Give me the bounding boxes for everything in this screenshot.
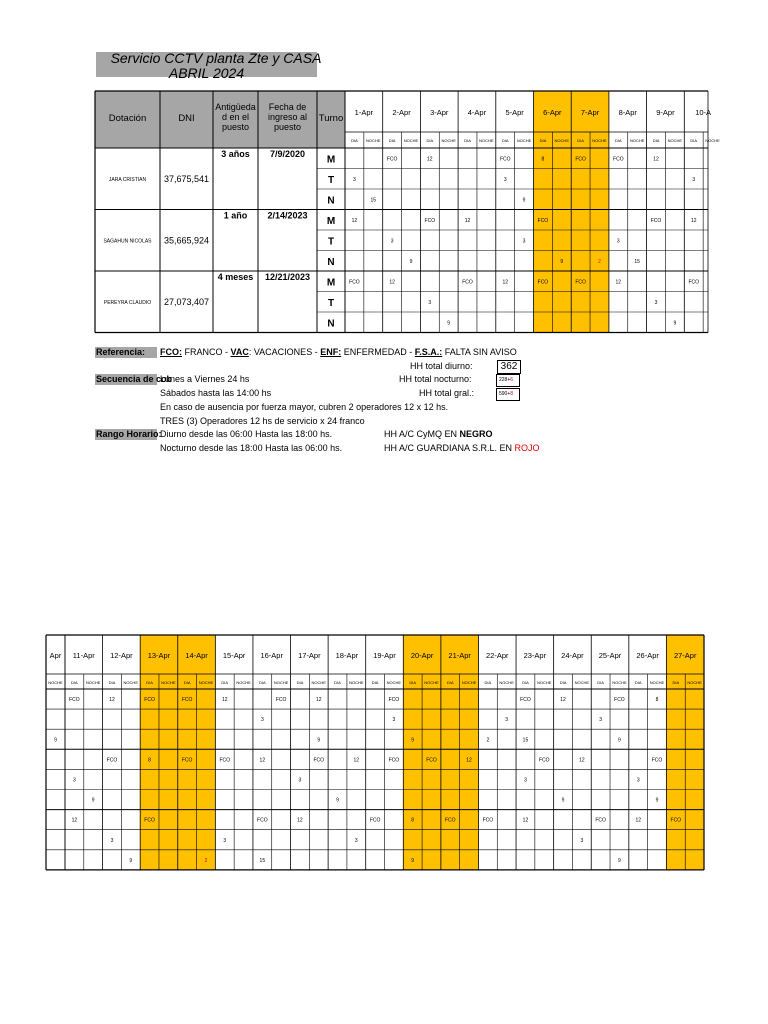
- shift-value: FCO: [688, 279, 700, 286]
- hh-gral-label: HH total gral.:: [419, 388, 475, 398]
- shift-value: FCO: [313, 757, 325, 764]
- header-fecha: ingreso al: [267, 112, 308, 122]
- shift-value: FCO: [181, 757, 193, 764]
- day-night-label: NOCHE: [629, 138, 645, 143]
- shift-value: FCO: [670, 817, 682, 824]
- shift-value: 3: [73, 777, 76, 784]
- shift-value: 3: [392, 717, 396, 724]
- date-header: 17-Apr: [298, 651, 321, 660]
- day-night-label: DIA: [614, 138, 622, 143]
- day-night-label: DIA: [426, 138, 434, 143]
- shift-value: 9: [336, 797, 339, 804]
- date-header: 7-Apr: [580, 108, 600, 117]
- date-header: 2-Apr: [392, 108, 411, 117]
- shift-value: FCO: [144, 817, 155, 824]
- shift-value: FCO: [538, 757, 550, 764]
- shift-value: 8: [148, 757, 151, 764]
- header-fecha: puesto: [273, 122, 302, 132]
- day-night-label: NOCHE: [461, 680, 477, 685]
- day-night-label: DIA: [296, 680, 304, 685]
- secuencia-label: Secuencia de cob: [96, 374, 173, 384]
- shift-value: FCO: [462, 279, 473, 286]
- shift-value: 3: [260, 717, 264, 724]
- shift-value: FCO: [106, 757, 118, 764]
- date-header-partial: Apr: [49, 651, 62, 660]
- legend-fsa: F.S.A.:: [414, 347, 443, 357]
- shift-value: 9: [447, 320, 451, 327]
- shift-value: 3: [223, 837, 227, 844]
- shift-value: 3: [503, 176, 507, 183]
- day-night-label: NOCHE: [424, 680, 439, 685]
- legend-vac: VAC: [230, 347, 249, 357]
- shift-value: 9: [129, 857, 133, 864]
- shift-value: FCO: [386, 156, 398, 163]
- shift-value: 12: [690, 217, 697, 224]
- rango-diurno: Diurno desde las 06:00 Hasta las 18:00 hs.: [160, 429, 333, 439]
- employee-dni: 37,675,541: [163, 173, 210, 184]
- legend-enf-text: ENFERMEDAD -: [341, 347, 415, 357]
- date-header: 19-Apr: [373, 651, 396, 660]
- employee-antiguedad: 4 meses: [217, 272, 254, 282]
- shift-value: 9: [560, 258, 564, 265]
- employee-fecha: 7/9/2020: [269, 149, 306, 159]
- day-night-label: DIA: [634, 680, 642, 685]
- hh-gral-value: 590+8: [496, 388, 520, 401]
- shift-value: 12: [635, 817, 642, 824]
- shift-value: 12: [259, 757, 266, 764]
- shift-value: 12: [579, 757, 585, 764]
- date-header: 23-Apr: [523, 651, 547, 660]
- turno-label: N: [327, 256, 335, 268]
- date-header: 3-Apr: [430, 108, 449, 117]
- shift-value: 8: [541, 156, 545, 163]
- day-night-label: NOCHE: [123, 680, 139, 685]
- hh-gral-red: 8: [510, 391, 514, 397]
- shift-value: 9: [91, 797, 95, 804]
- date-header: 27-Apr: [673, 651, 697, 660]
- header-fecha: Fecha de: [268, 102, 307, 112]
- day-night-label: NOCHE: [516, 138, 532, 143]
- day-night-label: NOCHE: [386, 680, 402, 685]
- date-header: 4-Apr: [467, 108, 487, 117]
- shift-value: 3: [692, 176, 696, 183]
- day-night-label: NOCHE: [85, 680, 101, 685]
- legend-enf: ENF:: [320, 347, 342, 357]
- document-subtitle: ABRIL 2024: [168, 65, 245, 81]
- day-night-label: NOCHE: [48, 680, 63, 685]
- shift-value: FCO: [614, 697, 625, 704]
- reference-legend: [160, 347, 517, 358]
- shift-value: FCO: [181, 697, 193, 704]
- shift-value: 3: [654, 299, 658, 306]
- day-night-label: DIA: [652, 138, 660, 143]
- day-night-label: DIA: [539, 138, 547, 143]
- shift-value: FCO: [388, 757, 400, 764]
- employee-name: PEREYRA CLAUDIO: [103, 299, 152, 306]
- date-header: 12-Apr: [110, 651, 133, 660]
- date-header: 24-Apr: [561, 651, 584, 660]
- day-night-label: NOCHE: [236, 680, 251, 685]
- cymq-note: HH A/C CyMQ EN NEGRO: [384, 429, 493, 439]
- date-header: 18-Apr: [335, 651, 359, 660]
- shift-value: 9: [522, 197, 526, 204]
- turno-label: M: [326, 215, 336, 227]
- date-header: 9-Apr: [656, 108, 675, 117]
- shift-value: 12: [351, 217, 358, 224]
- shift-value: 9: [317, 737, 321, 744]
- shift-value: 9: [54, 737, 57, 744]
- day-night-label: NOCHE: [649, 680, 665, 685]
- header-antiguedad: puesto: [221, 122, 250, 132]
- shift-value: 3: [636, 777, 640, 784]
- shift-value: 9: [561, 797, 565, 804]
- day-night-label: NOCHE: [687, 680, 702, 685]
- hh-diurno-value: 362: [497, 360, 521, 374]
- day-night-label: DIA: [597, 680, 604, 685]
- day-night-label: DIA: [577, 138, 584, 143]
- shift-value: FCO: [369, 817, 381, 824]
- turno-label: N: [327, 195, 335, 207]
- shift-value: 9: [655, 797, 659, 804]
- shift-value: 9: [409, 258, 413, 265]
- date-header: 14-Apr: [185, 651, 208, 660]
- shift-value: 12: [560, 697, 566, 704]
- day-night-label: DIA: [690, 138, 698, 143]
- shift-value: 15: [259, 857, 266, 864]
- shift-value: 12: [389, 279, 395, 286]
- shift-value: FCO: [537, 217, 549, 224]
- shift-value: 3: [353, 176, 356, 183]
- shift-value: 3: [428, 299, 432, 306]
- shift-value: FCO: [575, 156, 586, 163]
- shift-value: 2: [486, 737, 490, 744]
- day-night-label: DIA: [71, 680, 78, 685]
- shift-value: 15: [634, 258, 640, 265]
- shift-value: 2: [204, 857, 208, 864]
- shift-value: 3: [110, 837, 114, 844]
- hh-diurno-label: HH total diurno:: [410, 361, 473, 371]
- day-night-label: DIA: [464, 138, 471, 143]
- legend-fco-text: FRANCO -: [182, 347, 231, 357]
- shift-value: 12: [615, 279, 622, 286]
- day-night-label: NOCHE: [349, 680, 364, 685]
- shift-value: 3: [390, 238, 394, 245]
- day-night-label: NOCHE: [366, 138, 381, 143]
- shift-value: 8: [655, 697, 659, 704]
- shift-value: 2: [598, 258, 601, 265]
- date-header: 1-Apr: [354, 108, 374, 117]
- day-night-label: NOCHE: [667, 138, 683, 143]
- day-night-label: NOCHE: [273, 680, 289, 685]
- legend-fsa-text: FALTA SIN AVISO: [442, 347, 517, 357]
- shift-value: 12: [502, 279, 509, 286]
- shift-value: 3: [524, 777, 527, 784]
- shift-value: FCO: [537, 279, 549, 286]
- rango-nocturno: Nocturno desde las 18:00 Hasta las 06:00 hs.: [160, 443, 343, 453]
- day-night-label: DIA: [351, 138, 358, 143]
- turno-label: M: [326, 277, 336, 289]
- day-night-label: DIA: [183, 680, 191, 685]
- date-header: 13-Apr: [147, 651, 171, 660]
- day-night-label: NOCHE: [499, 680, 514, 685]
- document-title: Servicio CCTV planta Zte y CASA: [110, 50, 322, 66]
- shift-value: 12: [297, 817, 303, 824]
- employee-name: SAGAHUN NICOLAS: [103, 238, 152, 245]
- date-header: 22-Apr: [486, 651, 509, 660]
- header-dni: DNI: [178, 113, 195, 124]
- shift-value: FCO: [257, 817, 268, 824]
- shift-value: 15: [370, 197, 377, 204]
- shift-value: 12: [427, 156, 433, 163]
- employee-antiguedad: 1 año: [223, 210, 248, 221]
- hh-nocturno-red: 6: [510, 377, 514, 383]
- secuencia-line-2: Sábados hasta las 14:00 hs: [160, 388, 272, 398]
- employee-fecha: 12/21/2023: [264, 272, 311, 282]
- secuencia-line-3: En caso de ausencia por fuerza mayor, cubren 2 operadores 12 x 12 hs.: [160, 402, 449, 412]
- day-night-label: DIA: [388, 138, 396, 143]
- turno-label: T: [327, 297, 335, 309]
- shift-value: FCO: [424, 217, 436, 224]
- day-night-label: NOCHE: [574, 680, 590, 685]
- date-header: 6-Apr: [543, 108, 562, 117]
- shift-value: FCO: [426, 757, 437, 764]
- hh-nocturno-value: 228+6: [496, 374, 520, 387]
- date-header: 21-Apr: [448, 651, 471, 660]
- shift-value: FCO: [482, 817, 494, 824]
- date-header: 16-Apr: [260, 651, 283, 660]
- legend-vac-text: : VACACIONES -: [248, 347, 321, 357]
- day-night-label: NOCHE: [161, 680, 176, 685]
- day-night-label: NOCHE: [479, 138, 494, 143]
- shift-value: 12: [71, 817, 78, 824]
- shift-value: 3: [298, 777, 302, 784]
- day-night-label: NOCHE: [705, 138, 720, 143]
- shift-value: FCO: [144, 697, 155, 704]
- day-night-label: NOCHE: [537, 680, 552, 685]
- day-night-label: DIA: [501, 138, 509, 143]
- header-antiguedad: d en el: [221, 112, 250, 122]
- day-night-label: DIA: [409, 680, 417, 685]
- employee-dni: 27,073,407: [163, 296, 210, 307]
- shift-value: 3: [616, 238, 620, 245]
- shift-value: FCO: [69, 697, 80, 704]
- secuencia-line-4: TRES (3) Operadores 12 hs de servicio x 24 franco: [160, 416, 365, 426]
- employee-name: JARA CRISTIAN: [108, 176, 147, 183]
- day-night-label: DIA: [484, 680, 492, 685]
- date-header: 15-Apr: [222, 651, 246, 660]
- day-night-label: DIA: [371, 680, 379, 685]
- shift-value: 9: [673, 320, 677, 327]
- shift-value: 12: [353, 757, 360, 764]
- shift-value: 12: [221, 697, 228, 704]
- employee-dni: 35,665,924: [163, 235, 210, 246]
- shift-value: 15: [522, 737, 529, 744]
- date-header: 11-Apr: [72, 651, 95, 660]
- shift-value: FCO: [650, 217, 662, 224]
- turno-label: T: [327, 236, 335, 248]
- day-night-label: DIA: [559, 680, 567, 685]
- day-night-label: DIA: [522, 680, 529, 685]
- shift-value: 12: [466, 757, 472, 764]
- day-night-label: DIA: [146, 680, 153, 685]
- header-turno: Turno: [318, 113, 344, 124]
- date-header: 10-A: [695, 108, 712, 117]
- shift-value: FCO: [651, 757, 663, 764]
- shift-value: FCO: [575, 279, 586, 286]
- day-night-label: NOCHE: [441, 138, 456, 143]
- shift-value: 12: [522, 817, 529, 824]
- shift-value: 12: [653, 156, 659, 163]
- reference-label: Referencia:: [95, 347, 157, 358]
- shift-value: FCO: [499, 156, 511, 163]
- day-night-label: NOCHE: [403, 138, 419, 143]
- shift-value: FCO: [520, 697, 531, 704]
- day-night-label: NOCHE: [592, 138, 607, 143]
- shift-value: FCO: [219, 757, 231, 764]
- day-night-label: NOCHE: [554, 138, 570, 143]
- shift-value: FCO: [275, 697, 287, 704]
- turno-label: M: [326, 154, 336, 166]
- day-night-label: DIA: [259, 680, 266, 685]
- day-night-label: DIA: [334, 680, 341, 685]
- shift-value: FCO: [388, 697, 400, 704]
- shift-value: 3: [580, 837, 584, 844]
- shift-value: 12: [109, 697, 115, 704]
- shift-value: 9: [411, 857, 415, 864]
- legend-fco: FCO:: [160, 347, 182, 357]
- shift-value: 9: [411, 737, 415, 744]
- day-night-label: NOCHE: [612, 680, 627, 685]
- shift-value: FCO: [613, 156, 624, 163]
- shift-value: FCO: [595, 817, 606, 824]
- employee-fecha: 2/14/2023: [267, 210, 308, 221]
- shift-value: 9: [618, 737, 621, 744]
- day-night-label: DIA: [108, 680, 116, 685]
- date-header: 26-Apr: [636, 651, 659, 660]
- date-header: 25-Apr: [598, 651, 622, 660]
- day-night-label: DIA: [221, 680, 229, 685]
- date-header: 5-Apr: [505, 108, 524, 117]
- day-night-label: DIA: [446, 680, 454, 685]
- turno-label: N: [327, 318, 335, 330]
- day-night-label: NOCHE: [198, 680, 214, 685]
- day-night-label: NOCHE: [311, 680, 326, 685]
- shift-value: 12: [315, 697, 322, 704]
- rango-label: Rango Horario:: [96, 429, 162, 439]
- employee-antiguedad: 3 años: [221, 149, 250, 159]
- secuencia-line-1: Lunes a Viernes 24 hs: [160, 374, 250, 384]
- turno-label: T: [327, 174, 335, 186]
- shift-value: FCO: [444, 817, 456, 824]
- date-header: 8-Apr: [618, 108, 637, 117]
- shift-value: 3: [522, 238, 526, 245]
- day-night-label: DIA: [672, 680, 680, 685]
- shift-value: 9: [618, 857, 621, 864]
- shift-value: 3: [354, 837, 358, 844]
- hh-nocturno-label: HH total nocturno:: [399, 374, 472, 384]
- header-dotacion: Dotación: [108, 113, 147, 124]
- shift-value: 3: [505, 717, 509, 724]
- shift-value: 12: [464, 217, 471, 224]
- guardiana-note: HH A/C GUARDIANA S.R.L. EN ROJO: [384, 443, 540, 453]
- shift-value: FCO: [349, 279, 360, 286]
- date-header: 20-Apr: [410, 651, 434, 660]
- header-antiguedad: Antigüeda: [215, 102, 256, 112]
- shift-value: 8: [411, 817, 415, 824]
- shift-value: 3: [599, 717, 603, 724]
